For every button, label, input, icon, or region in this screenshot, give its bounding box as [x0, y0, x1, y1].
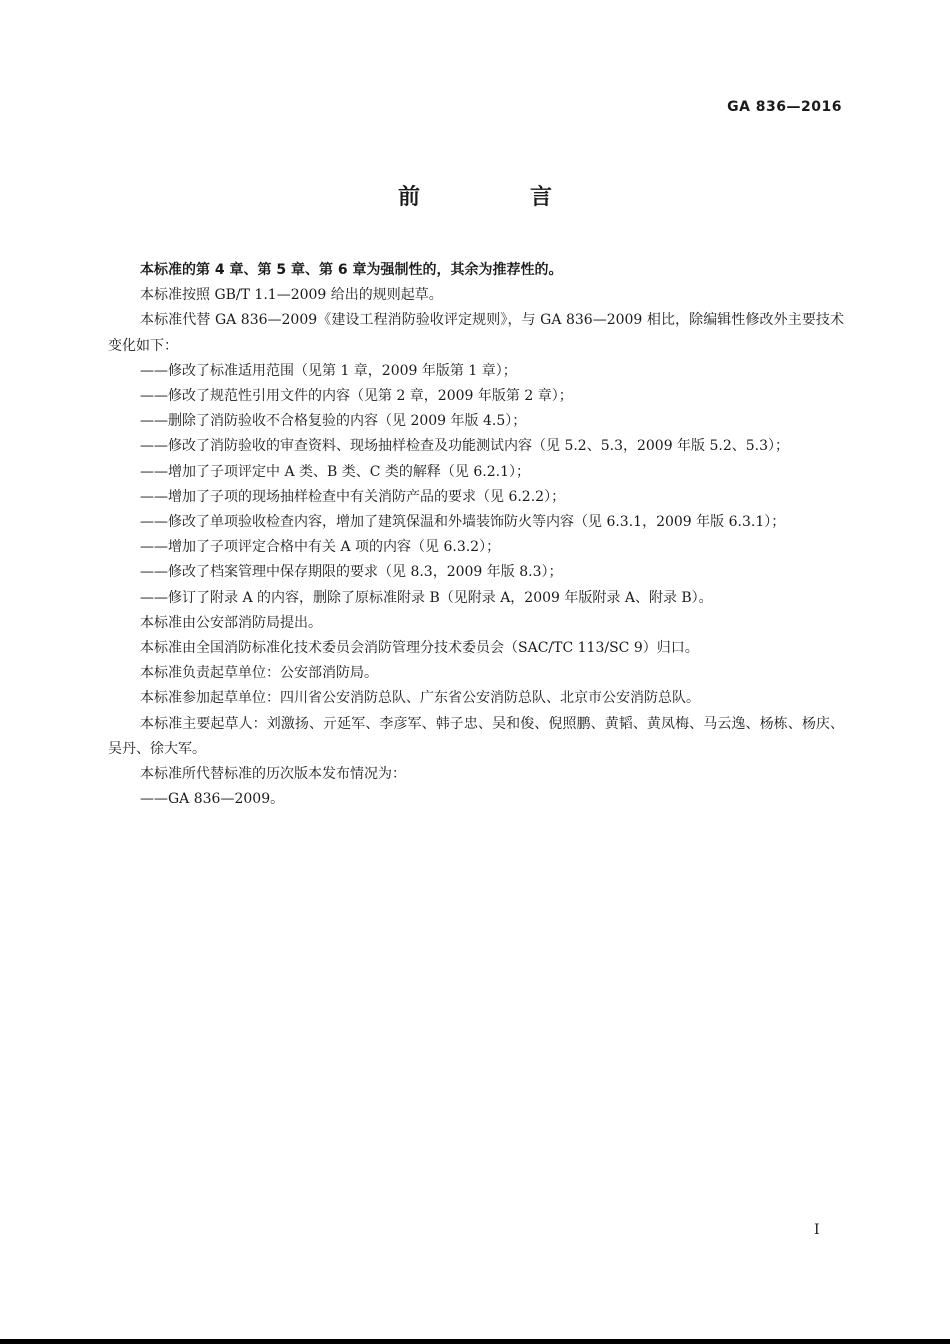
- participating-drafters-statement: 本标准参加起草单位：四川省公安消防总队、广东省公安消防总队、北京市公安消防总队。: [140, 690, 700, 707]
- history-list-item: ——GA 836—2009。: [140, 791, 285, 808]
- drafting-rules-statement: 本标准按照 GB/T 1.1—2009 给出的规则起草。: [140, 287, 443, 304]
- change-list-item: ——修改了档案管理中保存期限的要求（见 8.3，2009 年版 8.3）；: [140, 564, 563, 581]
- change-list-item: ——修改了消防验收的审查资料、现场抽样检查及功能测试内容（见 5.2、5.3，2009 年版 5.2、5.3）；: [140, 438, 790, 455]
- main-drafters-statement: 本标准主要起草人：刘激扬、亓延军、李彦军、韩子忠、吴和俊、倪照鹏、黄韬、黄凤梅、马云逸、杨栋、杨庆、吴丹、徐大军。: [108, 715, 844, 757]
- change-list-item: ——修改了标准适用范围（见第 1 章，2009 年版第 1 章）；: [140, 362, 517, 379]
- page-number: I: [814, 1222, 820, 1238]
- change-list-item: ——修改了单项验收检查内容，增加了建筑保温和外墙装饰防火等内容（见 6.3.1，2009 年版 6.3.1）；: [140, 514, 786, 531]
- proposer-statement: 本标准由公安部消防局提出。: [140, 614, 322, 631]
- replacement-statement: 本标准代替 GA 836—2009《建设工程消防验收评定规则》，与 GA 836—2009 相比，除编辑性修改外主要技术变化如下：: [108, 312, 844, 354]
- change-list-item: ——增加了子项评定合格中有关 A 项的内容（见 6.3.2）；: [140, 539, 501, 556]
- change-list-item: ——增加了子项评定中 A 类、B 类、C 类的解释（见 6.2.1）；: [140, 463, 530, 480]
- lead-drafter-statement: 本标准负责起草单位：公安部消防局。: [140, 665, 378, 682]
- mandatory-clause-statement: 本标准的第 4 章、第 5 章、第 6 章为强制性的，其余为推荐性的。: [140, 262, 563, 278]
- change-list-item: ——增加了子项的现场抽样检查中有关消防产品的要求（见 6.2.2）；: [140, 488, 566, 505]
- change-list-item: ——修改了规范性引用文件的内容（见第 2 章，2009 年版第 2 章）；: [140, 388, 573, 405]
- change-list-item: ——删除了消防验收不合格复验的内容（见 2009 年版 4.5）；: [140, 413, 527, 430]
- administration-statement: 本标准由全国消防标准化技术委员会消防管理分技术委员会（SAC/TC 113/SC 9）归口。: [140, 640, 699, 657]
- foreword-body: [108, 258, 844, 812]
- history-statement: 本标准所代替标准的历次版本发布情况为：: [140, 766, 406, 783]
- page-title: 前 言: [397, 185, 596, 210]
- change-list-item: ——修订了附录 A 的内容，删除了原标准附录 B（见附录 A，2009 年版附录 A、附录 B）。: [140, 589, 713, 606]
- standard-code: GA 836—2016: [727, 99, 842, 115]
- bottom-divider: [0, 1339, 950, 1344]
